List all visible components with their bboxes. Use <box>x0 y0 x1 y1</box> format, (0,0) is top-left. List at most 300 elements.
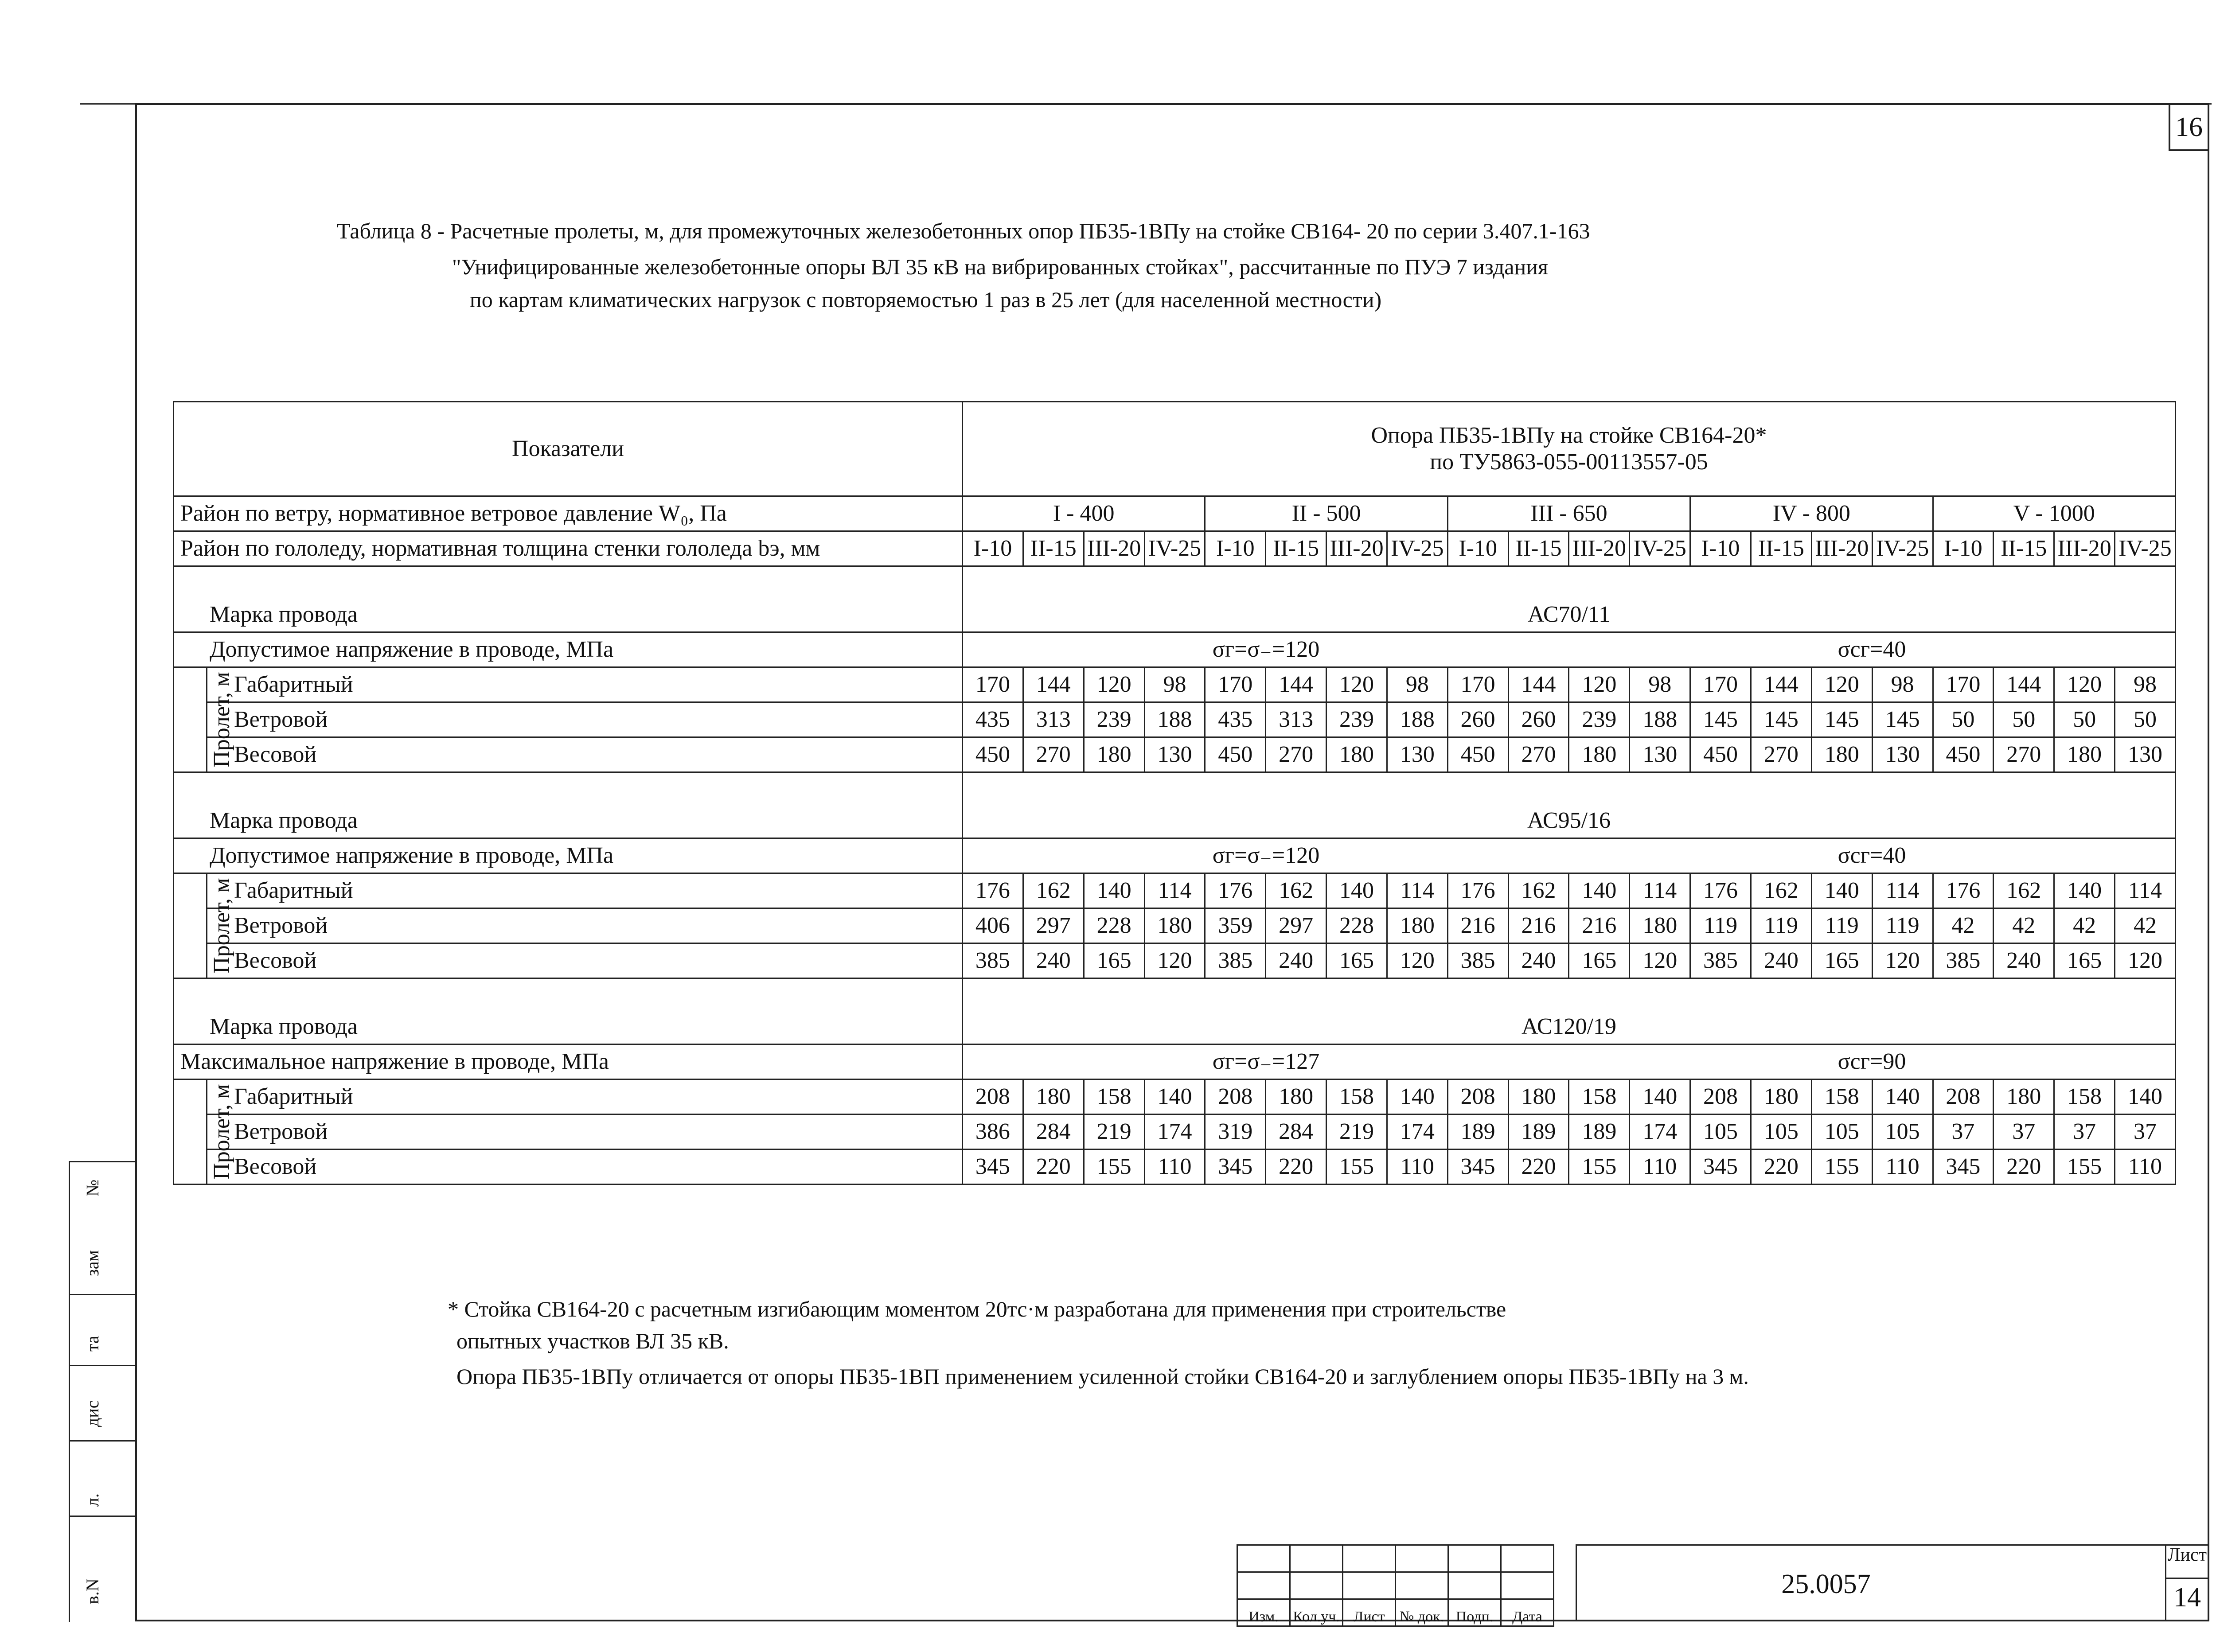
ice-label: Район по гололеду, нормативная толщина стенки гололеда bэ, мм <box>174 531 963 566</box>
span-value: 155 <box>2054 1149 2115 1184</box>
span-value: 162 <box>1023 873 1084 908</box>
stress-label: Допустимое напряжение в проводе, МПа <box>174 838 963 873</box>
span-value: 188 <box>1387 702 1447 737</box>
span-value: 42 <box>1933 908 1994 943</box>
span-value: 105 <box>1811 1114 1872 1149</box>
span-value: 165 <box>1811 943 1872 978</box>
wind-label: Район по ветру, нормативное ветровое давление W₀, Па <box>174 496 963 531</box>
span-label: Пролет, м <box>209 1084 234 1180</box>
wind-region: III - 650 <box>1447 496 1690 531</box>
span-value: 98 <box>1144 667 1205 702</box>
stress-value-2: σсг=40 <box>1569 838 2176 873</box>
stamp-cell <box>1290 1545 1343 1572</box>
span-value: 219 <box>1326 1114 1387 1149</box>
stamp-cell <box>1396 1545 1448 1572</box>
side-divider <box>69 1516 135 1517</box>
span-value: 119 <box>1690 908 1751 943</box>
ice-region: IV-25 <box>1387 531 1447 566</box>
span-value: 180 <box>1326 737 1387 772</box>
ice-region: IV-25 <box>2115 531 2176 566</box>
span-table <box>173 401 2176 1185</box>
span-value: 270 <box>1266 737 1326 772</box>
span-value: 98 <box>2115 667 2176 702</box>
span-value: 284 <box>1266 1114 1326 1149</box>
wind-region: IV - 800 <box>1690 496 1933 531</box>
ice-region: IV-25 <box>1630 531 1690 566</box>
side-label-2: зам <box>82 1250 102 1276</box>
span-value: 42 <box>2054 908 2115 943</box>
span-value: 170 <box>1447 667 1508 702</box>
span-value: 240 <box>1023 943 1084 978</box>
span-value: 208 <box>1447 1079 1508 1114</box>
span-value: 140 <box>1811 873 1872 908</box>
stamp-cell <box>1396 1572 1448 1599</box>
ice-region: III-20 <box>1084 531 1144 566</box>
span-value: 165 <box>1084 943 1144 978</box>
side-divider <box>69 1440 135 1442</box>
span-value: 140 <box>1569 873 1630 908</box>
page-number-box: 16 <box>2169 103 2209 151</box>
side-label-4: дис <box>82 1400 102 1427</box>
gap-cell <box>963 566 2176 598</box>
span-value: 174 <box>1144 1114 1205 1149</box>
wind-region: II - 500 <box>1205 496 1447 531</box>
span-value: 120 <box>1569 667 1630 702</box>
span-value: 270 <box>1751 737 1811 772</box>
span-row <box>174 702 2176 737</box>
span-value: 174 <box>1387 1114 1447 1149</box>
span-value: 216 <box>1569 908 1630 943</box>
span-value: 170 <box>1205 667 1266 702</box>
span-value: 114 <box>2115 873 2176 908</box>
span-value: 284 <box>1023 1114 1084 1149</box>
stress-value-1: σг=σ₋=127 <box>963 1044 1569 1079</box>
span-value: 158 <box>1084 1079 1144 1114</box>
span-value: 155 <box>1811 1149 1872 1184</box>
stamp-cell <box>1501 1545 1554 1572</box>
span-value: 216 <box>1447 908 1508 943</box>
span-value: 313 <box>1266 702 1326 737</box>
span-value: 240 <box>1751 943 1811 978</box>
span-value: 144 <box>1508 667 1569 702</box>
stamp-column: Изм. <box>1237 1599 1290 1626</box>
span-value: 189 <box>1569 1114 1630 1149</box>
span-value: 120 <box>1630 943 1690 978</box>
span-value: 110 <box>2115 1149 2176 1184</box>
sheet-label: Лист <box>2168 1545 2207 1565</box>
span-label-cell <box>174 1079 234 1184</box>
ice-region: I-10 <box>1690 531 1751 566</box>
span-value: 180 <box>1023 1079 1084 1114</box>
span-value: 297 <box>1266 908 1326 943</box>
table-title-line3: по картам климатических нагрузок с повторяемостью 1 раз в 25 лет (для населенной местности) <box>470 287 1382 312</box>
span-value: 120 <box>1326 667 1387 702</box>
span-value: 189 <box>1447 1114 1508 1149</box>
span-value: 165 <box>1326 943 1387 978</box>
span-value: 170 <box>1690 667 1751 702</box>
ice-region: II-15 <box>1994 531 2054 566</box>
span-value: 239 <box>1084 702 1144 737</box>
ice-region: II-15 <box>1751 531 1811 566</box>
span-value: 162 <box>1508 873 1569 908</box>
span-value: 406 <box>963 908 1023 943</box>
stress-label: Максимальное напряжение в проводе, МПа <box>174 1044 963 1079</box>
span-value: 450 <box>1205 737 1266 772</box>
stress-value-1: σг=σ₋=120 <box>963 838 1569 873</box>
wire-row <box>174 1010 2176 1044</box>
wire-grade: АС70/11 <box>963 598 2176 632</box>
span-value: 385 <box>963 943 1023 978</box>
span-value: 435 <box>1205 702 1266 737</box>
span-row <box>174 1149 2176 1184</box>
span-type-label: Габаритный <box>207 667 963 702</box>
span-value: 119 <box>1751 908 1811 943</box>
span-type-label: Весовой <box>207 1149 963 1184</box>
span-value: 155 <box>1569 1149 1630 1184</box>
wind-row <box>174 496 2176 531</box>
gap-cell <box>174 566 963 598</box>
span-value: 240 <box>1508 943 1569 978</box>
span-value: 114 <box>1387 873 1447 908</box>
side-label-1: № <box>82 1179 102 1196</box>
table-title-line1: Таблица 8 - Расчетные пролеты, м, для промежуточных железобетонных опор ПБ35-1ВПу на стойке СВ164- 20 по серии 3.407.1-163 <box>337 218 1590 243</box>
span-value: 180 <box>1508 1079 1569 1114</box>
wind-region: I - 400 <box>963 496 1205 531</box>
span-type-label: Весовой <box>207 943 963 978</box>
span-value: 208 <box>1933 1079 1994 1114</box>
span-value: 98 <box>1630 667 1690 702</box>
wire-row <box>174 598 2176 632</box>
span-value: 50 <box>1994 702 2054 737</box>
span-value: 239 <box>1569 702 1630 737</box>
span-value: 240 <box>1266 943 1326 978</box>
stress-label: Допустимое напряжение в проводе, МПа <box>174 632 963 667</box>
side-divider <box>69 1294 135 1295</box>
table-title-line2: "Унифицированные железобетонные опоры ВЛ 35 кВ на вибрированных стойках", рассчитанные по ПУЭ 7 издания <box>452 254 1548 279</box>
span-value: 130 <box>1387 737 1447 772</box>
span-value: 145 <box>1872 702 1933 737</box>
ice-row <box>174 531 2176 566</box>
span-value: 176 <box>1205 873 1266 908</box>
header-support <box>963 402 2176 496</box>
ice-region: III-20 <box>2054 531 2115 566</box>
stress-row <box>174 632 2176 667</box>
note-line3: Опора ПБ35-1ВПу отличается от опоры ПБ35-1ВП применением усиленной стойки СВ164-20 и заглублением опоры ПБ35-1ВПу на 3 м. <box>456 1364 1749 1389</box>
span-value: 140 <box>1387 1079 1447 1114</box>
stress-value-2: σсг=40 <box>1569 632 2176 667</box>
ice-region: III-20 <box>1569 531 1630 566</box>
span-value: 220 <box>1023 1149 1084 1184</box>
span-row <box>174 1114 2176 1149</box>
span-value: 162 <box>1994 873 2054 908</box>
span-value: 155 <box>1326 1149 1387 1184</box>
ice-region: III-20 <box>1326 531 1387 566</box>
span-value: 220 <box>1266 1149 1326 1184</box>
header-row <box>174 402 2176 496</box>
wire-label: Марка провода <box>174 1010 963 1044</box>
span-value: 42 <box>1994 908 2054 943</box>
note-line2: опытных участков ВЛ 35 кВ. <box>456 1329 729 1353</box>
span-value: 98 <box>1387 667 1447 702</box>
span-value: 385 <box>1205 943 1266 978</box>
span-value: 180 <box>1084 737 1144 772</box>
span-value: 345 <box>1205 1149 1266 1184</box>
span-value: 208 <box>1690 1079 1751 1114</box>
ice-region: I-10 <box>963 531 1023 566</box>
side-label-3: та <box>82 1336 102 1352</box>
span-value: 297 <box>1023 908 1084 943</box>
span-type-label: Ветровой <box>207 908 963 943</box>
span-label-cell <box>174 667 234 772</box>
header-indicators: Показатели <box>174 402 963 496</box>
span-value: 158 <box>1326 1079 1387 1114</box>
span-value: 450 <box>1933 737 1994 772</box>
span-value: 450 <box>1447 737 1508 772</box>
span-value: 114 <box>1872 873 1933 908</box>
ice-region: IV-25 <box>1144 531 1205 566</box>
span-value: 319 <box>1205 1114 1266 1149</box>
span-value: 110 <box>1387 1149 1447 1184</box>
span-value: 140 <box>1630 1079 1690 1114</box>
span-value: 145 <box>1751 702 1811 737</box>
span-value: 130 <box>1872 737 1933 772</box>
span-value: 228 <box>1084 908 1144 943</box>
span-value: 188 <box>1144 702 1205 737</box>
side-divider <box>69 1365 135 1366</box>
span-type-label: Габаритный <box>207 873 963 908</box>
span-label: Пролет, м <box>209 878 234 974</box>
span-type-label: Ветровой <box>207 1114 963 1149</box>
span-value: 359 <box>1205 908 1266 943</box>
span-value: 176 <box>1933 873 1994 908</box>
span-row <box>174 873 2176 908</box>
span-value: 385 <box>1690 943 1751 978</box>
stamp-cell <box>1343 1545 1396 1572</box>
span-value: 158 <box>2054 1079 2115 1114</box>
ice-region: IV-25 <box>1872 531 1933 566</box>
span-value: 180 <box>1751 1079 1811 1114</box>
span-type-label: Габаритный <box>207 1079 963 1114</box>
stress-value-1: σг=σ₋=120 <box>963 632 1569 667</box>
side-stamp-strip <box>69 1161 137 1622</box>
span-value: 120 <box>1084 667 1144 702</box>
span-value: 42 <box>2115 908 2176 943</box>
span-value: 119 <box>1811 908 1872 943</box>
gap-row <box>174 978 2176 1010</box>
span-value: 208 <box>963 1079 1023 1114</box>
gap-cell <box>963 978 2176 1010</box>
span-value: 450 <box>1690 737 1751 772</box>
span-value: 220 <box>1508 1149 1569 1184</box>
span-value: 270 <box>1508 737 1569 772</box>
span-value: 158 <box>1569 1079 1630 1114</box>
span-value: 165 <box>2054 943 2115 978</box>
span-value: 140 <box>1144 1079 1205 1114</box>
span-row <box>174 1079 2176 1114</box>
span-value: 180 <box>2054 737 2115 772</box>
span-value: 120 <box>1811 667 1872 702</box>
span-value: 119 <box>1872 908 1933 943</box>
span-row <box>174 908 2176 943</box>
span-value: 345 <box>1447 1149 1508 1184</box>
span-value: 170 <box>963 667 1023 702</box>
span-value: 114 <box>1144 873 1205 908</box>
doc-number: 25.0057 <box>1781 1569 1871 1599</box>
span-value: 98 <box>1872 667 1933 702</box>
span-value: 105 <box>1872 1114 1933 1149</box>
side-label-5: л. <box>82 1493 102 1507</box>
span-value: 110 <box>1144 1149 1205 1184</box>
side-label-6: в.N <box>82 1578 102 1604</box>
span-value: 170 <box>1933 667 1994 702</box>
span-value: 180 <box>1811 737 1872 772</box>
span-value: 144 <box>1023 667 1084 702</box>
span-value: 385 <box>1933 943 1994 978</box>
span-value: 176 <box>1690 873 1751 908</box>
gap-row <box>174 772 2176 804</box>
span-value: 188 <box>1630 702 1690 737</box>
span-value: 120 <box>2115 943 2176 978</box>
span-value: 144 <box>1994 667 2054 702</box>
span-value: 114 <box>1630 873 1690 908</box>
span-value: 162 <box>1751 873 1811 908</box>
span-value: 220 <box>1994 1149 2054 1184</box>
span-value: 270 <box>1023 737 1084 772</box>
span-value: 180 <box>1994 1079 2054 1114</box>
ice-region: I-10 <box>1447 531 1508 566</box>
revision-stamp <box>1237 1544 1554 1627</box>
span-value: 37 <box>1994 1114 2054 1149</box>
span-value: 158 <box>1811 1079 1872 1114</box>
span-value: 239 <box>1326 702 1387 737</box>
span-value: 270 <box>1994 737 2054 772</box>
span-label: Пролет, м <box>209 672 234 768</box>
span-row <box>174 667 2176 702</box>
stamp-cell <box>1237 1545 1290 1572</box>
span-value: 313 <box>1023 702 1084 737</box>
span-value: 240 <box>1994 943 2054 978</box>
span-value: 435 <box>963 702 1023 737</box>
span-value: 386 <box>963 1114 1023 1149</box>
stamp-cell <box>1448 1545 1501 1572</box>
span-value: 385 <box>1447 943 1508 978</box>
span-value: 37 <box>2054 1114 2115 1149</box>
span-row <box>174 943 2176 978</box>
span-value: 208 <box>1205 1079 1266 1114</box>
span-value: 140 <box>1084 873 1144 908</box>
ice-region: I-10 <box>1933 531 1994 566</box>
span-value: 228 <box>1326 908 1387 943</box>
span-value: 120 <box>1872 943 1933 978</box>
span-value: 180 <box>1569 737 1630 772</box>
span-value: 220 <box>1751 1149 1811 1184</box>
stamp-cell <box>1501 1572 1554 1599</box>
span-value: 180 <box>1630 908 1690 943</box>
span-value: 50 <box>1933 702 1994 737</box>
ice-region: II-15 <box>1023 531 1084 566</box>
span-value: 120 <box>2054 667 2115 702</box>
stress-row <box>174 838 2176 873</box>
span-value: 120 <box>1144 943 1205 978</box>
gap-cell <box>174 772 963 804</box>
span-value: 105 <box>1690 1114 1751 1149</box>
span-row <box>174 737 2176 772</box>
span-type-label: Ветровой <box>207 702 963 737</box>
span-value: 140 <box>2115 1079 2176 1114</box>
stamp-cell <box>1290 1572 1343 1599</box>
header-support-line2: по ТУ5863-055-00113557-05 <box>1430 449 1708 475</box>
note-line1: * Стойка СВ164-20 с расчетным изгибающим моментом 20тс·м разработана для применения при строительстве <box>448 1297 1506 1321</box>
span-label-cell <box>174 873 234 978</box>
ice-region: I-10 <box>1205 531 1266 566</box>
span-value: 216 <box>1508 908 1569 943</box>
span-type-label: Весовой <box>207 737 963 772</box>
stamp-cell <box>1448 1572 1501 1599</box>
span-value: 345 <box>1690 1149 1751 1184</box>
span-value: 130 <box>1630 737 1690 772</box>
sheet-number: 14 <box>2173 1582 2201 1613</box>
stamp-column: Подп. <box>1448 1599 1501 1626</box>
stamp-cell <box>1343 1572 1396 1599</box>
span-value: 162 <box>1266 873 1326 908</box>
span-value: 180 <box>1144 908 1205 943</box>
side-divider <box>69 1161 135 1162</box>
header-support-line1: Опора ПБ35-1ВПу на стойке СВ164-20* <box>1371 423 1767 448</box>
stamp-cell <box>1237 1572 1290 1599</box>
span-value: 50 <box>2054 702 2115 737</box>
span-value: 189 <box>1508 1114 1569 1149</box>
span-value: 450 <box>963 737 1023 772</box>
span-value: 37 <box>2115 1114 2176 1149</box>
span-value: 219 <box>1084 1114 1144 1149</box>
stamp-column: Дата <box>1501 1599 1554 1626</box>
ice-region: II-15 <box>1508 531 1569 566</box>
span-value: 176 <box>1447 873 1508 908</box>
span-value: 140 <box>2054 873 2115 908</box>
span-value: 110 <box>1630 1149 1690 1184</box>
stress-row <box>174 1044 2176 1079</box>
span-value: 145 <box>1690 702 1751 737</box>
span-value: 180 <box>1387 908 1447 943</box>
span-value: 140 <box>1872 1079 1933 1114</box>
ice-region: III-20 <box>1811 531 1872 566</box>
wire-label: Марка провода <box>174 804 963 838</box>
span-value: 144 <box>1751 667 1811 702</box>
span-value: 176 <box>963 873 1023 908</box>
stamp-column: Кол.уч. <box>1290 1599 1343 1626</box>
gap-cell <box>174 978 963 1010</box>
sheet-divider <box>2165 1578 2209 1579</box>
gap-cell <box>963 772 2176 804</box>
wire-label: Марка провода <box>174 598 963 632</box>
stress-value-2: σсг=90 <box>1569 1044 2176 1079</box>
span-value: 345 <box>963 1149 1023 1184</box>
span-value: 120 <box>1387 943 1447 978</box>
span-value: 50 <box>2115 702 2176 737</box>
span-value: 180 <box>1266 1079 1326 1114</box>
span-value: 105 <box>1751 1114 1811 1149</box>
stamp-column: Лист <box>1343 1599 1396 1626</box>
span-value: 144 <box>1266 667 1326 702</box>
span-value: 155 <box>1084 1149 1144 1184</box>
wind-region: V - 1000 <box>1933 496 2176 531</box>
wire-row <box>174 804 2176 838</box>
span-value: 37 <box>1933 1114 1994 1149</box>
span-value: 130 <box>1144 737 1205 772</box>
gap-row <box>174 566 2176 598</box>
span-value: 260 <box>1508 702 1569 737</box>
span-value: 260 <box>1447 702 1508 737</box>
